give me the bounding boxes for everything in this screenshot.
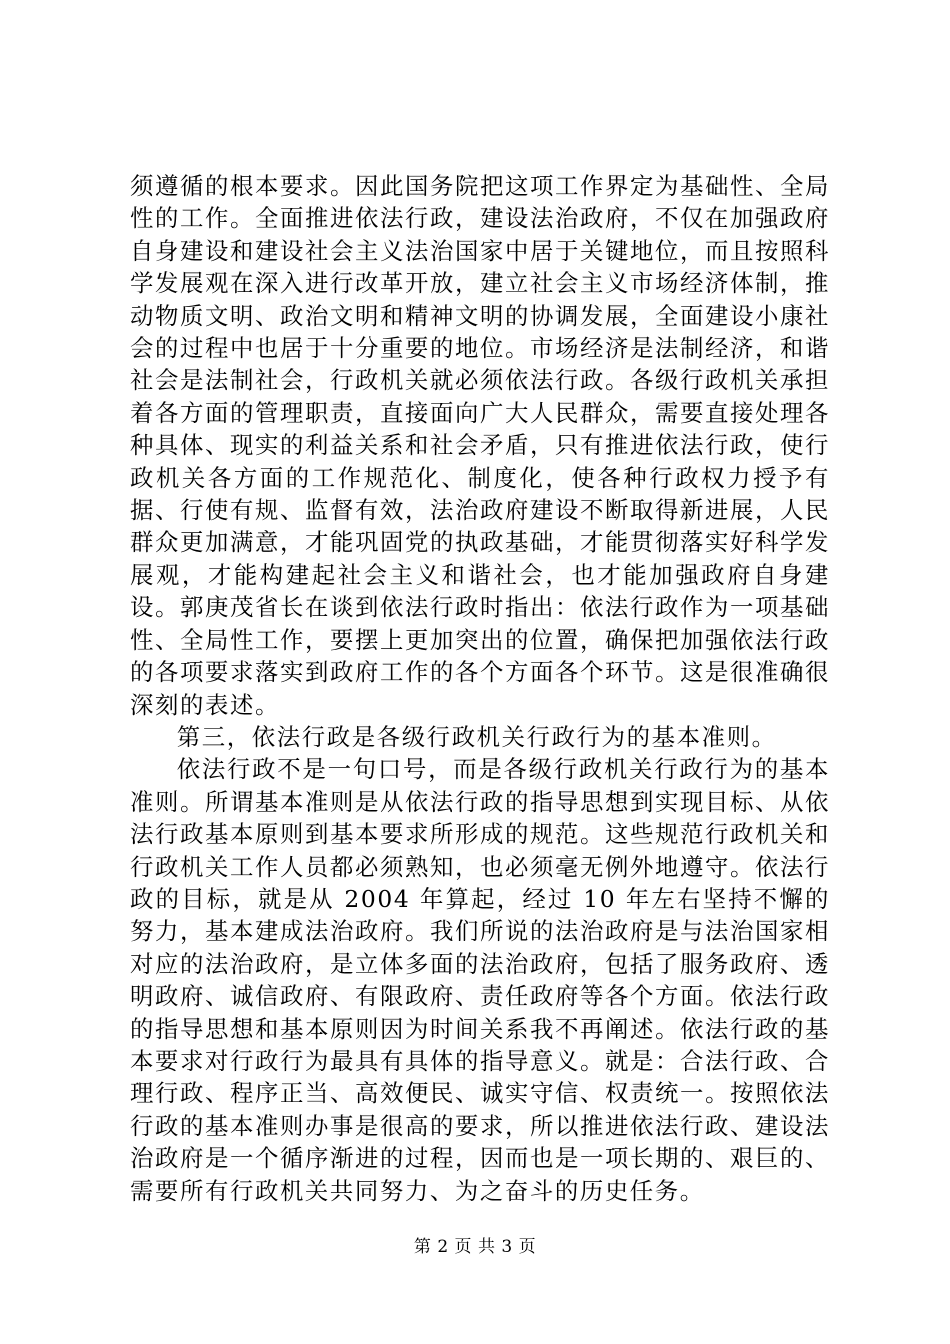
- page-footer: 第 2 页 共 3 页: [413, 1237, 537, 1257]
- body-text: [130, 170, 830, 1207]
- section-heading-third: 第三，依法行政是各级行政机关行政行为的基本准则。: [176, 722, 777, 751]
- paragraph-basic-principles: 依法行政不是一句口号，而是各级行政机关行政行为的基本准则。所谓基本准则是从依法行政的指导思想到实现目标、从依法行政基本原则到基本要求所形成的规范。这些规范行政机关和行政机关工作人员都必须熟知，也必须毫无例外地遵守。依法行政的目标，就是从 2004 年算起，经过 10 年左右坚持不懈的努力，基本建成法治政府。我们所说的法治政府是与法治国家相对应的法治政府，是立体多面的法治政府，包括了服务政府、透明政府、诚信政府、有限政府、责任政府等各个方面。依法行政的指导思想和基本原则因为时间关系我不再阐述。依法行政的基本要求对行政行为最具有具体的指导意义。就是：合法行政、合理行政、程序正当、高效便民、诚实守信、权责统一。按照依法行政的基本准则办事是很高的要求，所以推进依法行政、建设法治政府是一个循序渐进的过程，因而也是一项长期的、艰巨的、需要所有行政机关共同努力、为之奋斗的历史任务。: [130, 755, 830, 1205]
- paragraph-continuation: 须遵循的根本要求。因此国务院把这项工作界定为基础性、全局性的工作。全面推进依法行政，建设法治政府，不仅在加强政府自身建设和建设社会主义法治国家中居于关键地位，而且按照科学发展观在深入进行改革开放，建立社会主义市场经济体制，推动物质文明、政治文明和精神文明的协调发展，全面建设小康社会的过程中也居于十分重要的地位。市场经济是法制经济，和谐社会是法制社会，行政机关就必须依法行政。各级行政机关承担着各方面的管理职责，直接面向广大人民群众，需要直接处理各种具体、现实的利益关系和社会矛盾，只有推进依法行政，使行政机关各方面的工作规范化、制度化，使各种行政权力授予有据、行使有规、监督有效，法治政府建设不断取得新进展，人民群众更加满意，才能巩固党的执政基础，才能贯彻落实好科学发展观，才能构建起社会主义和谐社会，也才能加强政府自身建设。郭庚茂省长在谈到依法行政时指出：依法行政作为一项基础性、全局性工作，要摆上更加突出的位置，确保把加强依法行政的各项要求落实到政府工作的各个方面各个环节。这是很准确很深刻的表述。: [130, 172, 830, 719]
